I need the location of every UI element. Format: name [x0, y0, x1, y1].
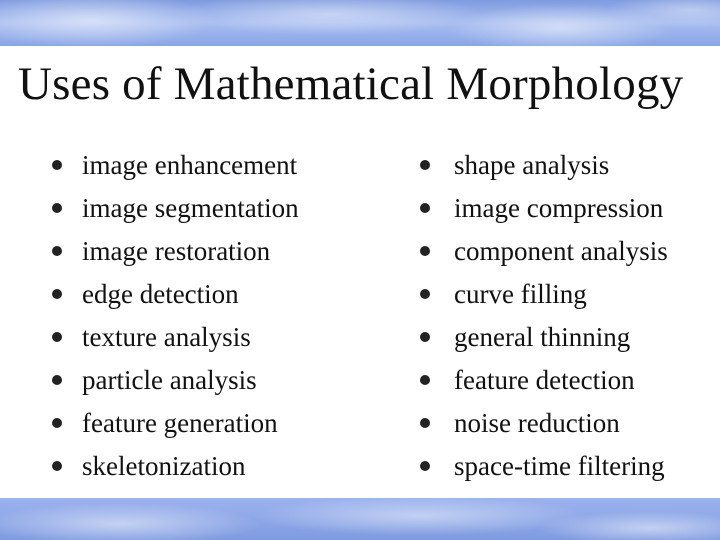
list-item-text: space-time filtering	[454, 451, 665, 481]
list-item-text: image enhancement	[82, 150, 298, 180]
bullet-icon	[420, 332, 430, 342]
list-item-text: texture analysis	[82, 322, 251, 352]
bullet-icon	[420, 289, 430, 299]
bullet-icon	[420, 461, 430, 471]
list-item-text: edge detection	[82, 279, 239, 309]
list-item-text: curve filling	[454, 279, 587, 309]
list-item-text: shape analysis	[454, 150, 610, 180]
bullet-icon	[420, 160, 430, 170]
bullet-icon	[52, 203, 62, 213]
slide-title: Uses of Mathematical Morphology	[18, 58, 684, 110]
list-item-text: feature detection	[454, 365, 635, 395]
bullet-icon	[52, 289, 62, 299]
list-item-text: image restoration	[82, 236, 271, 266]
list-item-text: general thinning	[454, 322, 631, 352]
list-item-text: particle analysis	[82, 365, 257, 395]
list-item-text: feature generation	[82, 408, 278, 438]
list-item-text: skeletonization	[82, 451, 246, 481]
bullet-icon	[420, 203, 430, 213]
slide	[0, 46, 720, 498]
list-item-text: image segmentation	[82, 193, 299, 223]
bullet-icon	[420, 418, 430, 428]
sky-banner-bottom	[0, 498, 720, 540]
list-item-text: noise reduction	[454, 408, 620, 438]
bullet-icon	[52, 160, 62, 170]
bullet-icon	[52, 246, 62, 256]
list-item-text: image compression	[454, 193, 664, 223]
bullet-icon	[52, 461, 62, 471]
list-item-text: component analysis	[454, 236, 668, 266]
sky-banner-top	[0, 0, 720, 46]
bullet-icon	[52, 332, 62, 342]
bullet-icon	[420, 375, 430, 385]
bullet-icon	[52, 418, 62, 428]
bullet-icon	[420, 246, 430, 256]
bullet-icon	[52, 375, 62, 385]
